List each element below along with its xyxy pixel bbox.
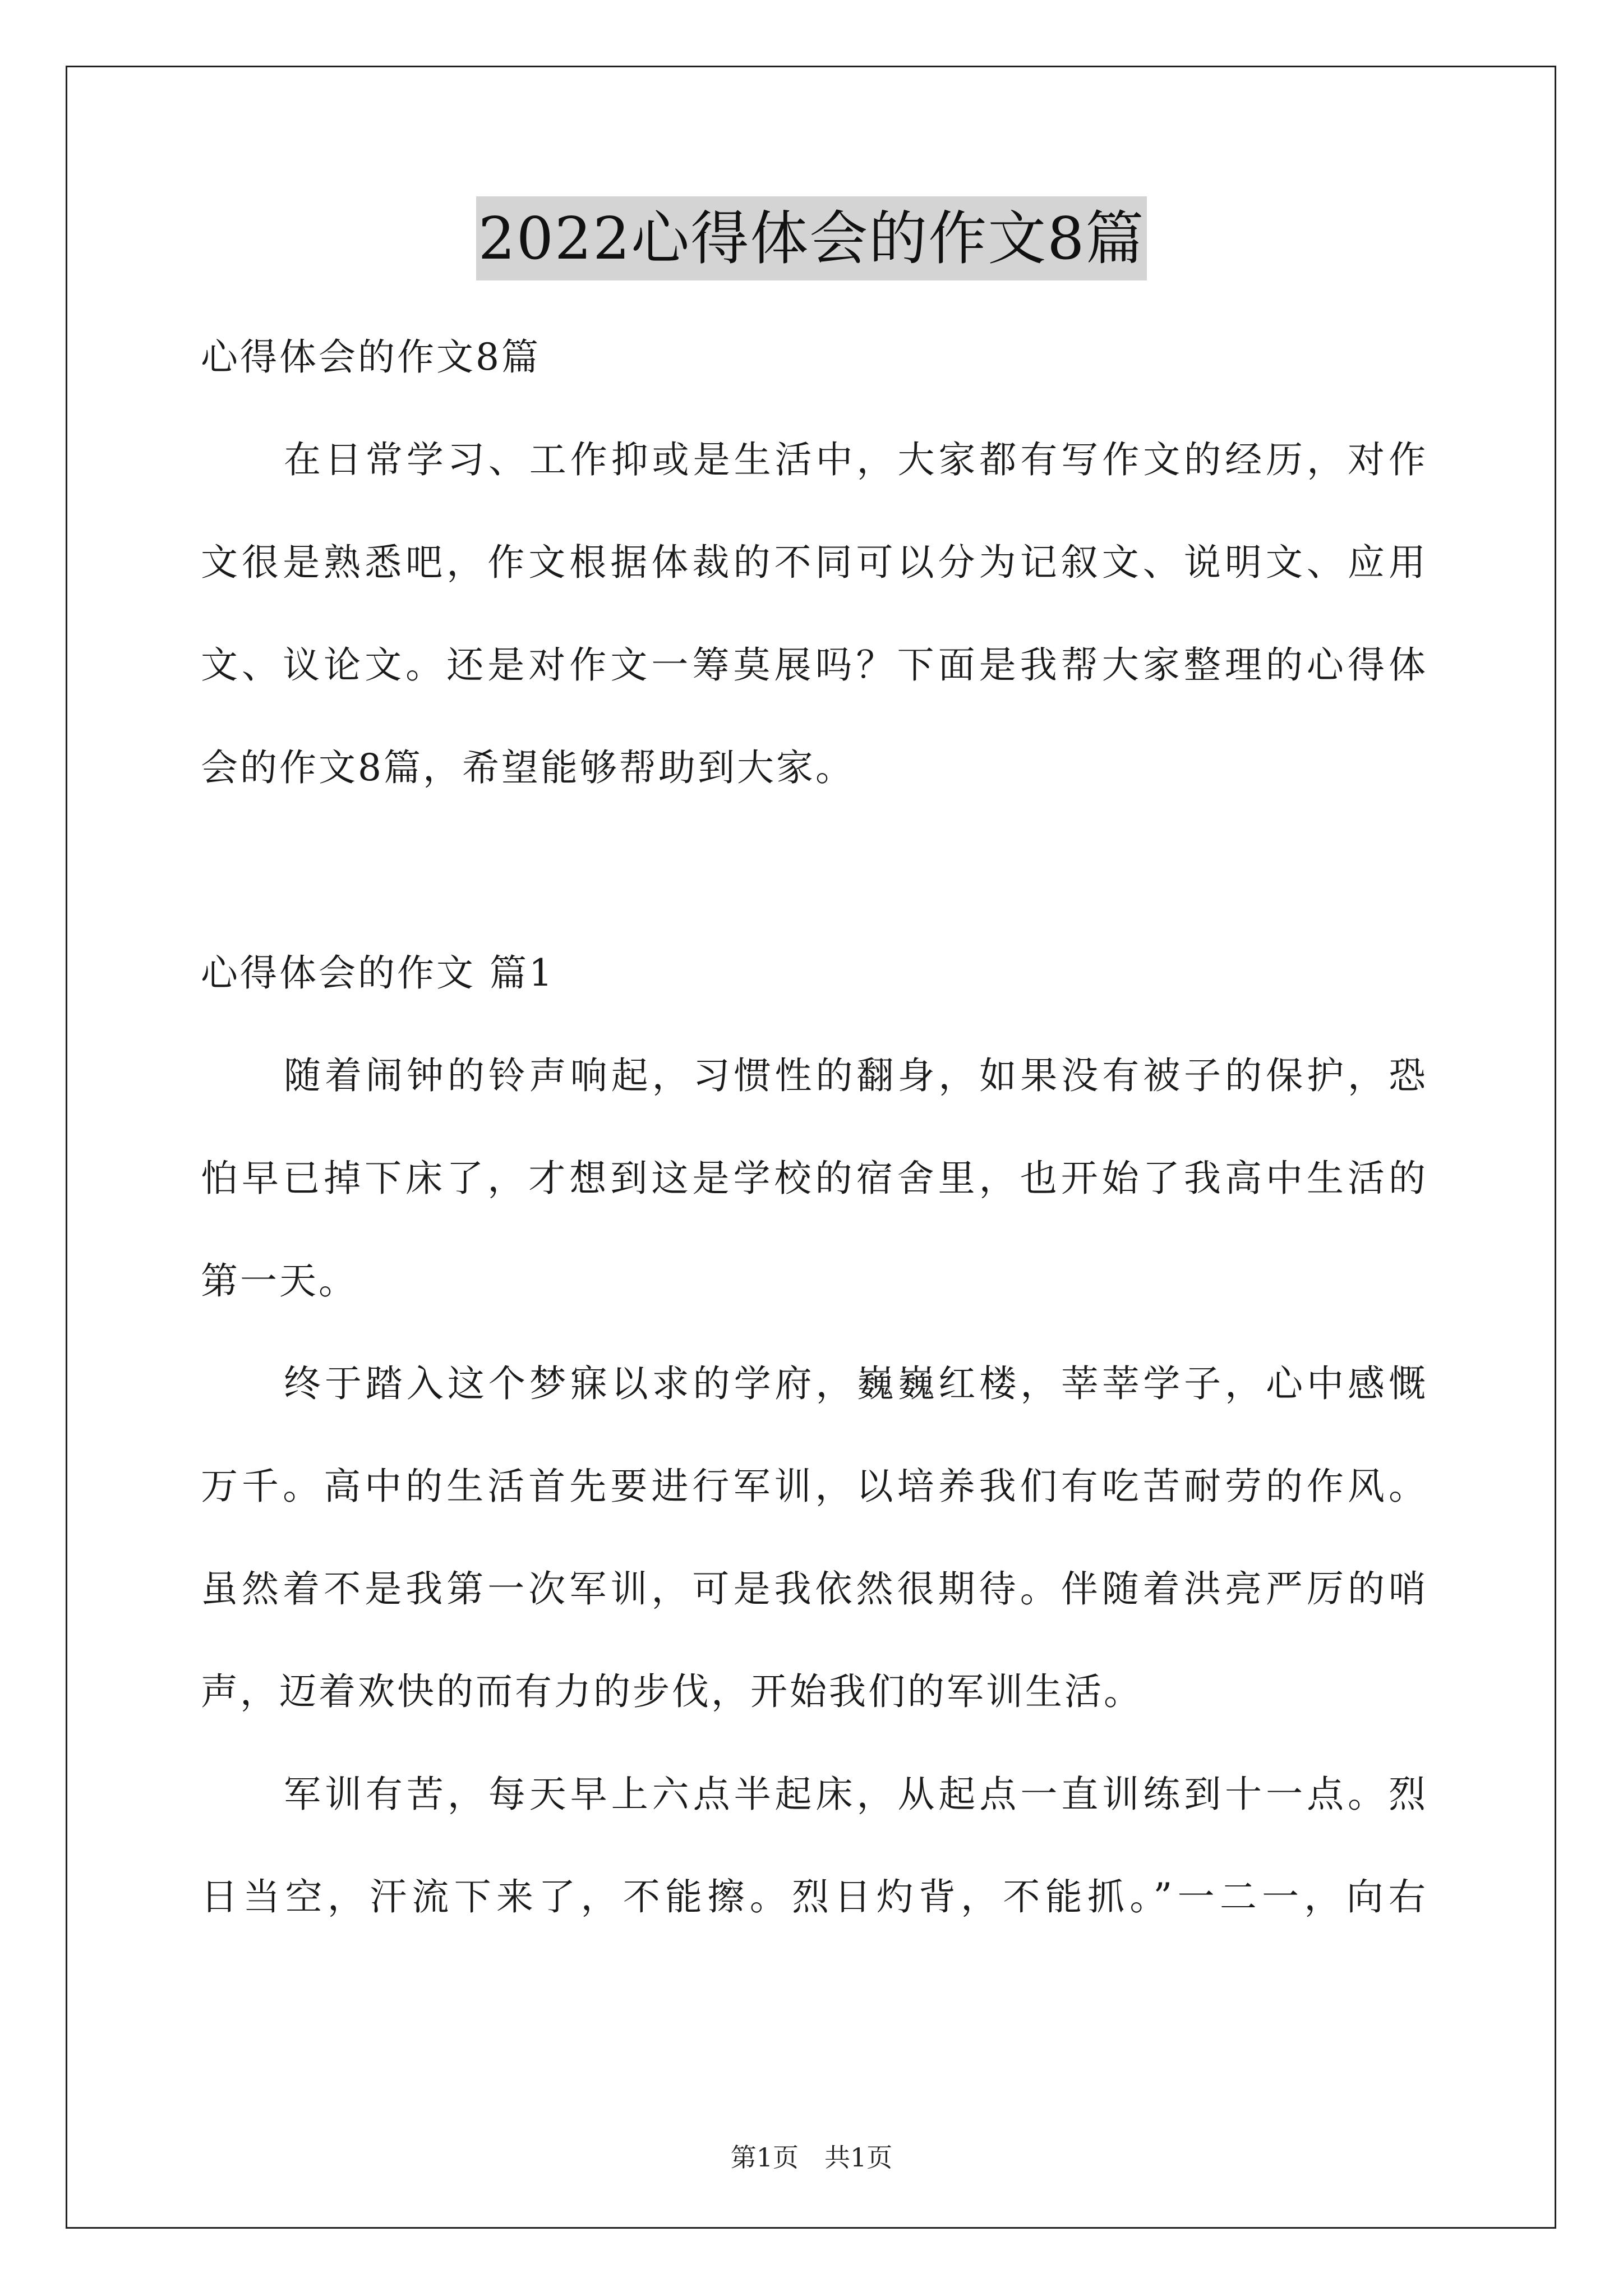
paragraph-1 xyxy=(201,1024,1428,1332)
text-line: 日当空，汗流下来了，不能擦。烈日灼背，不能抓。”一二一，向右 xyxy=(201,1875,1428,1918)
text-line: 在日常学习、工作抑或是生活中，大家都有写作文的经历，对作 xyxy=(284,438,1428,481)
text-line: 文、议论文。还是对作文一筹莫展吗？下面是我帮大家整理的心得体 xyxy=(201,643,1428,687)
text-line: 第一天。 xyxy=(201,1259,358,1303)
text-line: 虽然着不是我第一次军训，可是我依然很期待。伴随着洪亮严厉的哨 xyxy=(201,1567,1428,1611)
text-line: 会的作文8篇，希望能够帮助到大家。 xyxy=(201,746,855,789)
text-line: 文很是熟悉吧，作文根据体裁的不同可以分为记叙文、说明文、应用 xyxy=(201,541,1428,584)
paragraph-3 xyxy=(201,1743,1428,1948)
document-subtitle: 心得体会的作文8篇 xyxy=(201,335,541,379)
text-line: 万千。高中的生活首先要进行军训，以培养我们有吃苦耐劳的作风。 xyxy=(201,1465,1428,1508)
intro-paragraph xyxy=(201,408,1428,819)
text-line: 声，迈着欢快的而有力的步伐，开始我们的军训生活。 xyxy=(201,1670,1143,1713)
section-heading: 心得体会的作文 篇1 xyxy=(201,951,555,995)
document-body xyxy=(201,306,1428,1948)
paragraph-2 xyxy=(201,1332,1428,1743)
text-line: 随着闹钟的铃声响起，习惯性的翻身，如果没有被子的保护，恐 xyxy=(284,1054,1428,1097)
blank-line xyxy=(201,819,1428,922)
text-line: 怕早已掉下床了，才想到这是学校的宿舍里，也开始了我高中生活的 xyxy=(201,1157,1428,1200)
text-line: 军训有苦，每天早上六点半起床，从起点一直训练到十一点。烈 xyxy=(284,1773,1428,1816)
page-number-footer: 第1页 共1页 xyxy=(730,2142,893,2173)
title-container xyxy=(0,196,1623,280)
document-title: 2022心得体会的作文8篇 xyxy=(476,196,1147,280)
text-line: 终于踏入这个梦寐以求的学府，巍巍红楼，莘莘学子，心中感慨 xyxy=(284,1362,1428,1405)
